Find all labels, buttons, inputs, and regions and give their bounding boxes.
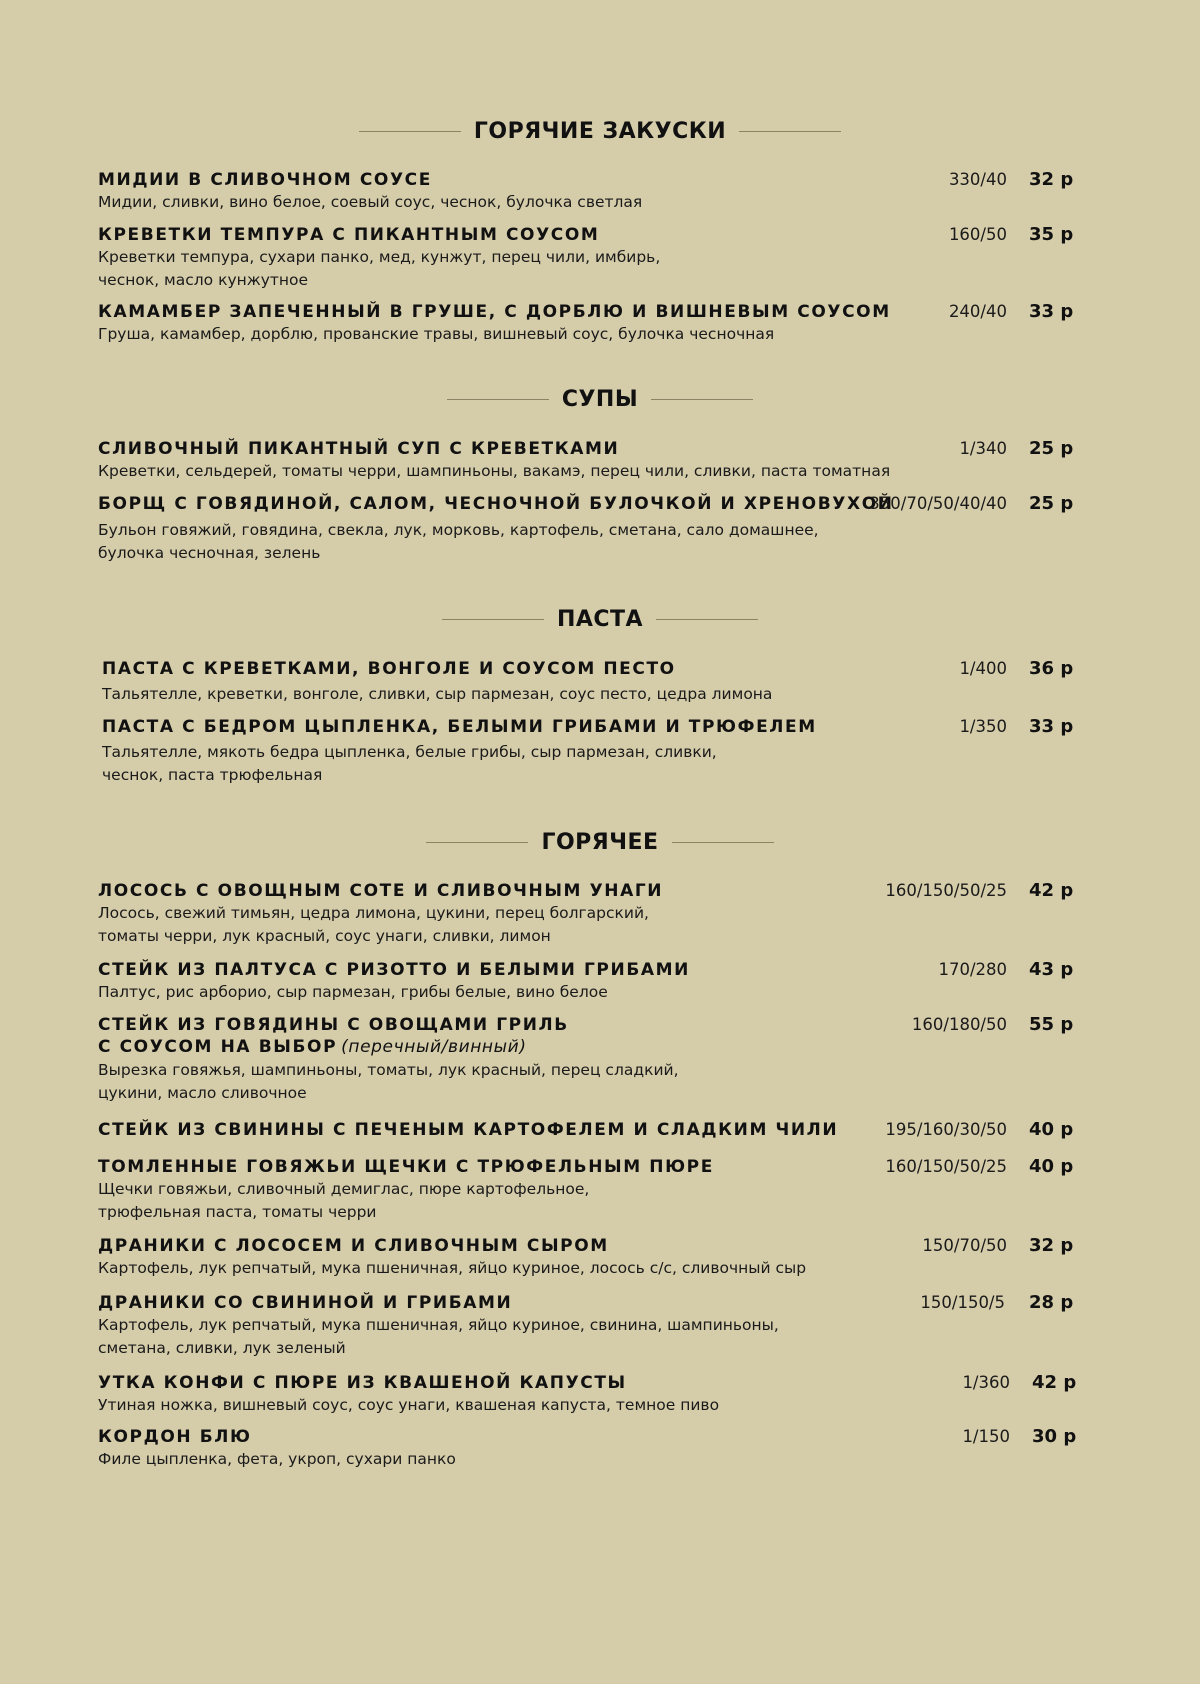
item-name: КАМАМБЕР ЗАПЕЧЕННЫЙ В ГРУШЕ, С ДОРБЛЮ И ВИШНЕВЫМ СОУСОМ — [98, 302, 891, 322]
item-price: 30 р — [1032, 1426, 1077, 1447]
item-name: КОРДОН БЛЮ — [98, 1427, 252, 1447]
item-description: Бульон говяжий, говядина, свекла, лук, морковь, картофель, сметана, сало домашнее, булочка чесночная, зелень — [98, 521, 819, 562]
item-weight: 1/340 — [959, 439, 1007, 458]
item-weight: 170/280 — [938, 960, 1007, 979]
item-price: 42 р — [1032, 1372, 1077, 1393]
item-weight: 240/40 — [948, 302, 1007, 321]
section-main-courses — [0, 827, 1200, 857]
divider-right — [656, 619, 758, 620]
item-name: МИДИИ В СЛИВОЧНОМ СОУСЕ — [98, 170, 432, 190]
divider-right — [651, 399, 753, 400]
divider-right — [739, 131, 841, 132]
item-price: 25 р — [1029, 493, 1074, 514]
item-description: Лосось, свежий тимьян, цедра лимона, цукини, перец болгарский, томаты черри, лук красный, соус унаги, сливки, лимон — [98, 904, 649, 945]
item-description: Филе цыпленка, фета, укроп, сухари панко — [98, 1450, 456, 1468]
item-name: ЛОСОСЬ С ОВОЩНЫМ СОТЕ И СЛИВОЧНЫМ УНАГИ — [98, 881, 664, 901]
item-price: 25 р — [1029, 438, 1074, 459]
item-description: Тальятелле, мякоть бедра цыпленка, белые грибы, сыр пармезан, сливки, чеснок, паста трюфельная — [102, 743, 717, 784]
item-weight: 1/150 — [962, 1427, 1010, 1446]
item-price: 40 р — [1029, 1156, 1074, 1177]
section-pasta — [0, 604, 1200, 634]
item-weight: 160/150/50/25 — [885, 881, 1007, 900]
item-description: Утиная ножка, вишневый соус, соус унаги, квашеная капуста, темное пиво — [98, 1396, 720, 1414]
item-description: Мидии, сливки, вино белое, соевый соус, чеснок, булочка светлая — [98, 193, 643, 211]
item-price: 28 р — [1029, 1292, 1074, 1313]
item-name: КРЕВЕТКИ ТЕМПУРА С ПИКАНТНЫМ СОУСОМ — [98, 225, 600, 245]
item-weight: 150/70/50 — [922, 1236, 1007, 1255]
item-price: 33 р — [1029, 716, 1074, 737]
item-name: СЛИВОЧНЫЙ ПИКАНТНЫЙ СУП С КРЕВЕТКАМИ — [98, 439, 620, 459]
item-weight: 160/180/50 — [911, 1015, 1007, 1034]
divider-left — [442, 619, 544, 620]
item-description: Щечки говяжьи, сливочный демиглас, пюре картофельное, трюфельная паста, томаты черри — [98, 1180, 590, 1221]
item-price: 32 р — [1029, 169, 1074, 190]
item-weight: 1/360 — [962, 1373, 1010, 1392]
section-title: ГОРЯЧЕЕ — [541, 829, 659, 855]
item-weight: 1/350 — [959, 717, 1007, 736]
divider-left — [359, 131, 461, 132]
item-name: ДРАНИКИ С ЛОСОСЕМ И СЛИВОЧНЫМ СЫРОМ — [98, 1236, 609, 1256]
item-description: Палтус, рис арборио, сыр пармезан, грибы белые, вино белое — [98, 983, 608, 1001]
section-title: ПАСТА — [556, 606, 644, 632]
item-description: Вырезка говяжья, шампиньоны, томаты, лук красный, перец сладкий, цукини, масло сливочное — [98, 1061, 679, 1102]
item-price: 35 р — [1029, 224, 1074, 245]
divider-left — [447, 399, 549, 400]
item-price: 55 р — [1029, 1014, 1074, 1035]
item-weight: 195/160/30/50 — [885, 1120, 1007, 1139]
item-weight: 150/150/5 — [920, 1293, 1005, 1312]
divider-left — [426, 842, 528, 843]
item-name: СТЕЙК ИЗ ГОВЯДИНЫ С ОВОЩАМИ ГРИЛЬ — [98, 1015, 569, 1035]
item-name-continuation: С СОУСОМ НА ВЫБОР — [98, 1037, 338, 1057]
item-name: ПАСТА С БЕДРОМ ЦЫПЛЕНКА, БЕЛЫМИ ГРИБАМИ И ТРЮФЕЛЕМ — [102, 717, 817, 737]
item-name: СТЕЙК ИЗ СВИНИНЫ С ПЕЧЕНЫМ КАРТОФЕЛЕМ И СЛАДКИМ ЧИЛИ — [98, 1120, 839, 1140]
section-soups — [0, 384, 1200, 414]
item-description: Тальятелле, креветки, вонголе, сливки, сыр пармезан, соус песто, цедра лимона — [102, 685, 773, 703]
item-price: 36 р — [1029, 658, 1074, 679]
item-name: ПАСТА С КРЕВЕТКАМИ, ВОНГОЛЕ И СОУСОМ ПЕСТО — [102, 659, 676, 679]
item-description: Креветки, сельдерей, томаты черри, шампиньоны, вакамэ, перец чили, сливки, паста томатная — [98, 462, 891, 480]
item-description: Креветки темпура, сухари панко, мед, кунжут, перец чили, имбирь, чеснок, масло кунжутное — [98, 248, 661, 289]
sauce-options-note: (перечный/винный) — [341, 1037, 527, 1057]
item-name: СТЕЙК ИЗ ПАЛТУСА С РИЗОТТО И БЕЛЫМИ ГРИБАМИ — [98, 960, 690, 980]
item-name: ДРАНИКИ СО СВИНИНОЙ И ГРИБАМИ — [98, 1293, 513, 1313]
item-weight: 160/50 — [948, 225, 1007, 244]
item-price: 32 р — [1029, 1235, 1074, 1256]
item-price: 42 р — [1029, 880, 1074, 901]
item-weight: 160/150/50/25 — [885, 1157, 1007, 1176]
section-title: ГОРЯЧИЕ ЗАКУСКИ — [473, 118, 727, 144]
item-price: 43 р — [1029, 959, 1074, 980]
item-description: Картофель, лук репчатый, мука пшеничная, яйцо куриное, лосось с/с, сливочный сыр — [98, 1259, 807, 1277]
item-weight: 1/400 — [959, 659, 1007, 678]
section-hot-appetizers — [0, 116, 1200, 146]
item-description: Картофель, лук репчатый, мука пшеничная, яйцо куриное, свинина, шампиньоны, сметана, сливки, лук зеленый — [98, 1316, 779, 1357]
item-name-line-2 — [98, 1036, 527, 1058]
item-name: ТОМЛЕННЫЕ ГОВЯЖЬИ ЩЕЧКИ С ТРЮФЕЛЬНЫМ ПЮРЕ — [98, 1157, 714, 1177]
item-price: 33 р — [1029, 301, 1074, 322]
item-description: Груша, камамбер, дорблю, прованские травы, вишневый соус, булочка чесночная — [98, 325, 775, 343]
item-price: 40 р — [1029, 1119, 1074, 1140]
item-weight: 330/40 — [948, 170, 1007, 189]
item-weight: 350/70/50/40/40 — [869, 494, 1007, 513]
item-name: БОРЩ С ГОВЯДИНОЙ, САЛОМ, ЧЕСНОЧНОЙ БУЛОЧКОЙ И ХРЕНОВУХОЙ — [98, 494, 894, 514]
item-name: УТКА КОНФИ С ПЮРЕ ИЗ КВАШЕНОЙ КАПУСТЫ — [98, 1373, 627, 1393]
section-title: СУПЫ — [561, 386, 639, 412]
divider-right — [672, 842, 774, 843]
